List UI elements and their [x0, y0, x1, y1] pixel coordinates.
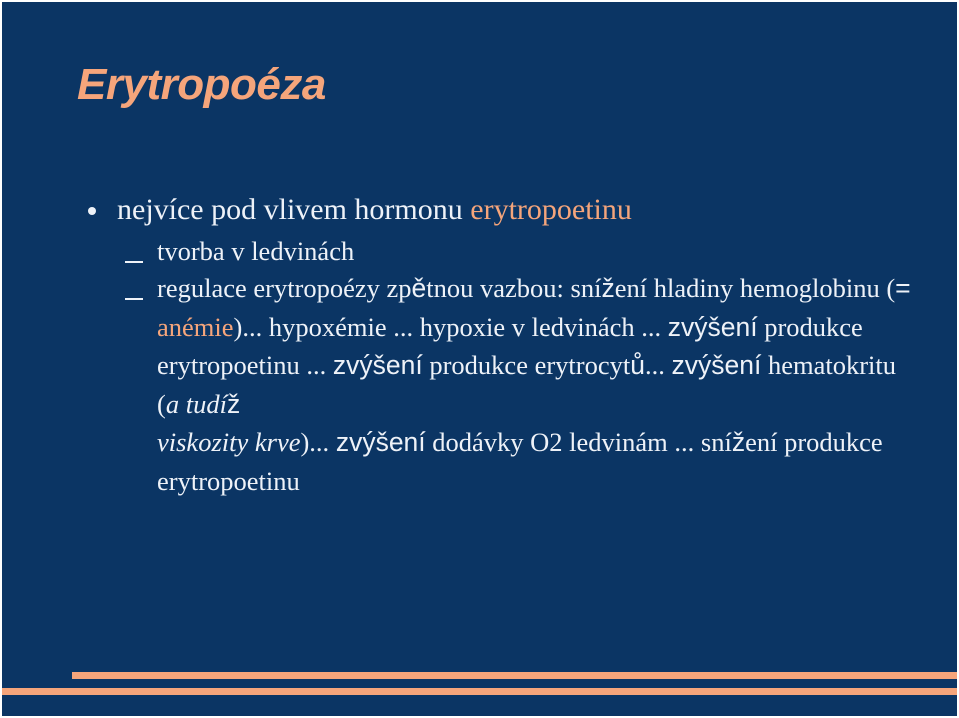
text-run: ení hladiny hemoglobinu (: [614, 273, 896, 303]
bullet-dot-icon: [88, 207, 96, 215]
footer-bar-bottom: [2, 688, 957, 695]
text-run: ...: [644, 350, 672, 380]
sub-item-2: [157, 269, 917, 500]
text-run: tnou vazbou: sní: [426, 273, 602, 303]
text-run-accent: anémie: [157, 311, 234, 342]
slide-title: Erytropoéza: [77, 60, 326, 109]
sub-item-1: tvorba v ledvinách: [157, 236, 355, 266]
text-run: )...: [300, 427, 336, 457]
text-run: ž: [731, 427, 746, 457]
dash-icon: [125, 261, 143, 263]
text-run: zvýšení: [332, 350, 423, 380]
text-run: zvýšení: [671, 350, 762, 380]
text-run: ě: [411, 273, 427, 303]
text-run: ž: [601, 273, 615, 303]
text-run: produkce erytrocyt: [422, 350, 631, 380]
text-run: dodávky O2 ledvinám ... sní: [425, 427, 732, 457]
dash-icon: [125, 298, 143, 300]
text-run: regulace erytropoézy zp: [157, 273, 412, 303]
text-run: ení produkce erytropoetinu: [157, 427, 883, 496]
text-run: zvýšení: [335, 427, 426, 457]
footer-bar-top: [72, 672, 957, 679]
text-run-italic: viskozity krve: [157, 427, 301, 457]
text-run: hematokritu (: [157, 350, 897, 419]
text-run: ů: [630, 350, 645, 380]
main-bullet-highlight: erytropoetinu: [470, 193, 632, 226]
text-run-italic: a tudí: [165, 388, 227, 419]
text-run: zvýšení: [667, 311, 758, 342]
text-run: =: [895, 273, 911, 303]
main-bullet-text: [117, 190, 632, 230]
text-run: ž: [226, 388, 241, 419]
text-run: )... hypoxémie ... hypoxie v ledvinách ...: [233, 311, 668, 342]
text-run: produkce erytropoetinu ...: [157, 311, 863, 380]
main-bullet-plain: nejvíce pod vlivem hormonu: [117, 193, 471, 226]
